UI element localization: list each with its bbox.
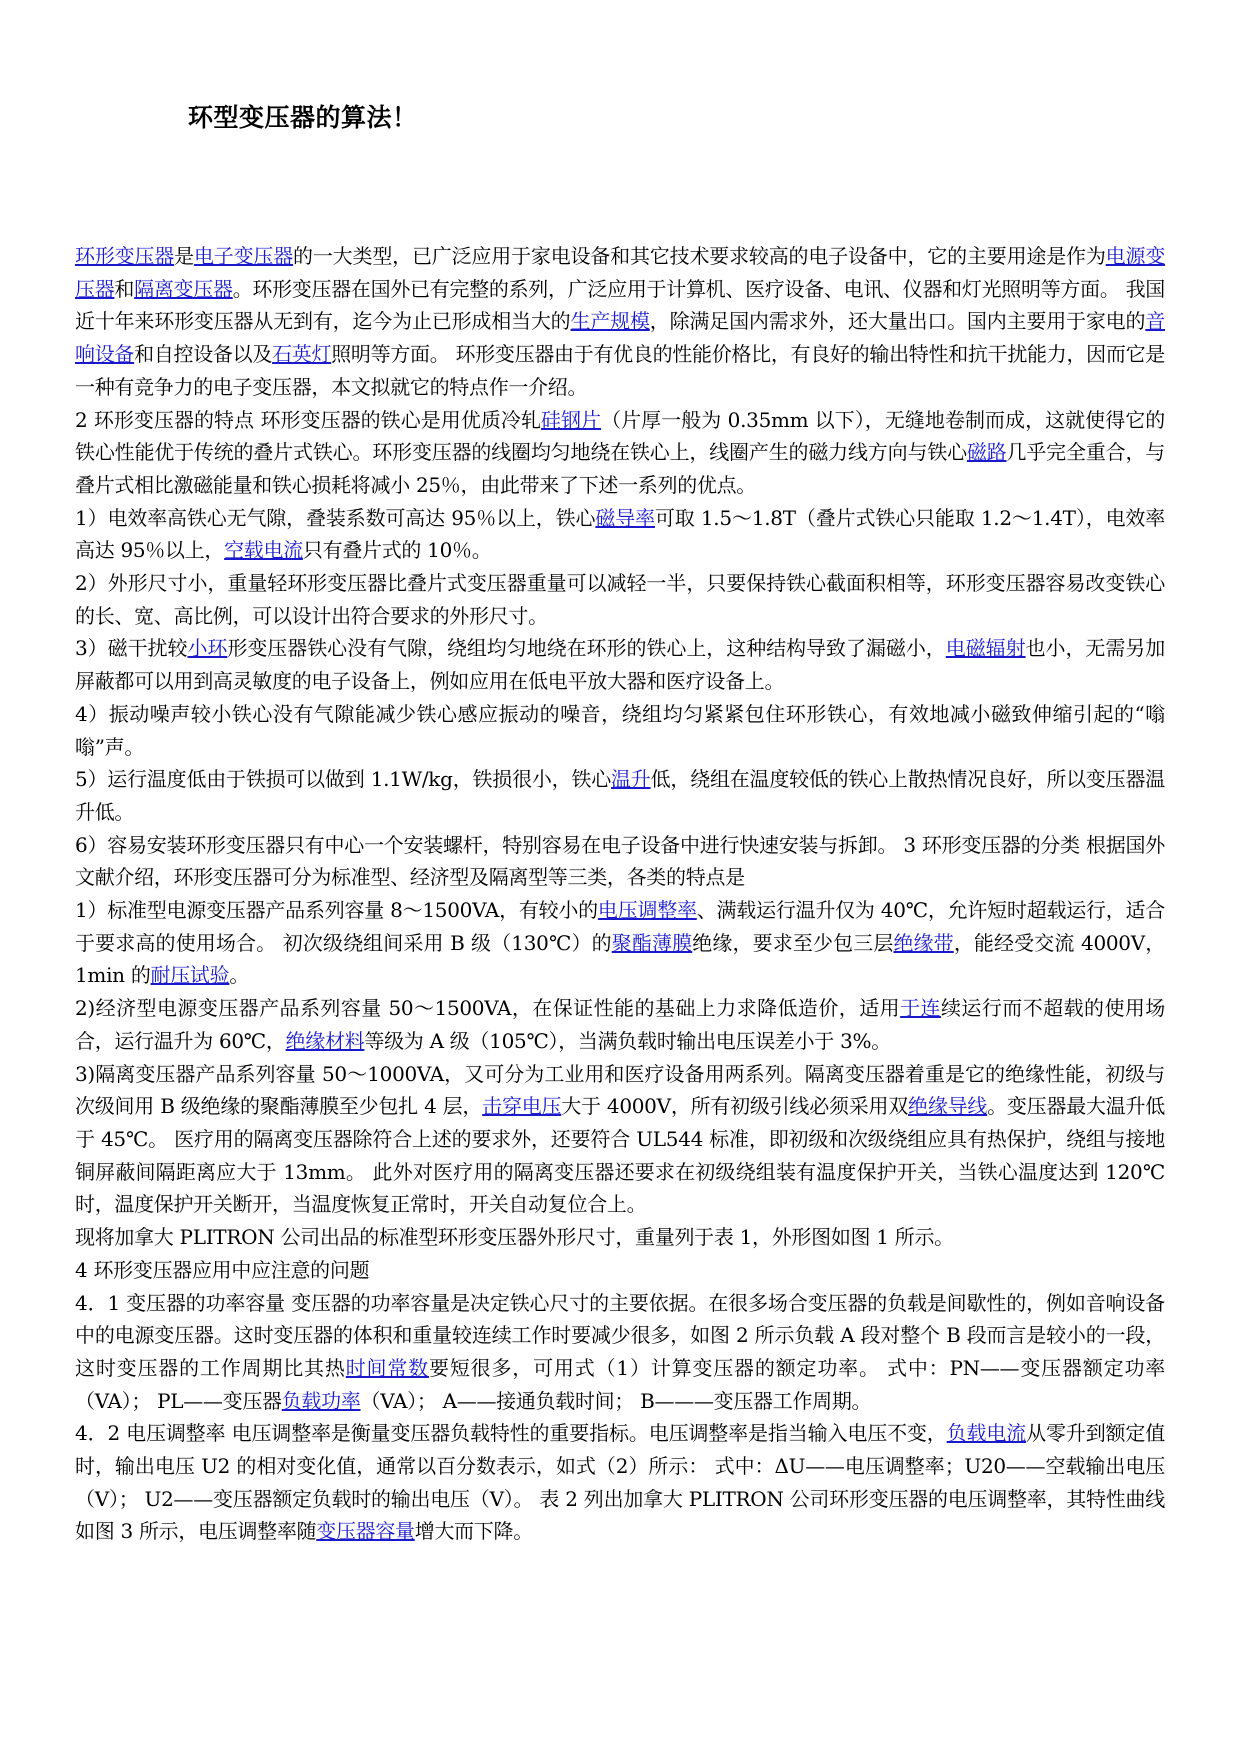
paragraph bbox=[75, 763, 1165, 828]
text-run: 2 环形变压器的特点 环形变压器的铁心是用优质冷轧 bbox=[75, 407, 541, 432]
hyperlink[interactable]: 温升 bbox=[611, 767, 651, 792]
hyperlink[interactable]: 变压器容量 bbox=[316, 1519, 415, 1544]
text-run: 照明等方面。 环形变压器由于有优良的性能价格比，有良好的输出特性和抗干扰能力，因而它是一种有竞争力的电子变压器，本文拟就它的特点作一介绍。 bbox=[75, 342, 1165, 399]
text-run: 可取 1.5～1.8T（叠片式铁心只能取 1.2～1.4T），电效率高达 95％以上， bbox=[75, 505, 1165, 563]
hyperlink[interactable]: 时间常数 bbox=[345, 1355, 429, 1380]
text-run: 续运行而不超载的使用场合，运行温升为 60℃， bbox=[75, 996, 1166, 1053]
paragraph bbox=[75, 698, 1165, 763]
hyperlink[interactable]: 硅钢片 bbox=[540, 407, 602, 432]
paragraph bbox=[75, 1417, 1165, 1548]
text-run: 是 bbox=[174, 244, 194, 268]
paragraph bbox=[75, 894, 1165, 992]
paragraph bbox=[75, 1287, 1165, 1418]
text-run: 现将加拿大 PLITRON 公司出品的标准型环形变压器外形尺寸，重量列于表 1，外形图如图 1 所示。 bbox=[75, 1225, 954, 1250]
text-run: 。变压器最大温升低于 45℃。 医疗用的隔离变压器除符合上述的要求外，还要符合 UL544 标准，即初级和次级绕组应具有热保护，绕组与接地铜屏蔽间隔距离应大于 13mm。 此外对医疗用的隔离变压器还要求在初级绕组装有温度保护开关，当铁心温度达到 120℃时，温度保护开关断开，当温度恢复正常时，开关自动复位合上。 bbox=[75, 1094, 1165, 1217]
text-run: ，除满足国内需求外，还大量出口。国内主要用于家电的 bbox=[649, 309, 1146, 334]
text-run: 和自控设备以及 bbox=[134, 342, 273, 367]
text-run: 4．1 变压器的功率容量 变压器的功率容量是决定铁心尺寸的主要依据。在很多场合变压器的负载是间歇性的，例如音响设备中的电源变压器。这时变压器的体积和重量较连续工作时要减少很多，如图 2 所示负载 A 段对整个 B 段而言是较小的一段，这时变压器的工作周期比其热 bbox=[75, 1290, 1165, 1380]
text-run: 要短很多，可用式（1）计算变压器的额定功率。 式中：PN——变压器额定功率（VA）； PL——变压器 bbox=[75, 1355, 1165, 1413]
text-run: 几乎完全重合，与叠片式相比激磁能量和铁心损耗将减小 25％，由此带来了下述一系列的优点。 bbox=[75, 440, 1165, 497]
text-run: 增大而下降。 bbox=[414, 1519, 533, 1544]
text-run: 3)隔离变压器产品系列容量 50～1000VA，又可分为工业用和医疗设备用两系列。隔离变压器着重是它的绝缘性能，初级与次级间用 B 级绝缘的聚酯薄膜至少包扎 4 层， bbox=[75, 1061, 1165, 1119]
text-run: 。 bbox=[229, 963, 250, 988]
hyperlink[interactable]: 小环 bbox=[187, 636, 228, 661]
hyperlink[interactable]: 磁导率 bbox=[595, 505, 655, 530]
hyperlink[interactable]: 负载功率 bbox=[281, 1388, 361, 1413]
paragraph bbox=[75, 1254, 1165, 1287]
text-run: 5）运行温度低由于铁损可以做到 1.1W/kg，铁损很小，铁心 bbox=[75, 767, 612, 792]
text-run: （VA）； A——接通负载时间； B———变压器工作周期。 bbox=[360, 1388, 872, 1413]
text-run: 4．2 电压调整率 电压调整率是衡量变压器负载特性的重要指标。电压调整率是指当输入电压不变， bbox=[75, 1421, 947, 1446]
hyperlink[interactable]: 聚酯薄膜 bbox=[611, 930, 693, 955]
hyperlink[interactable]: 于连 bbox=[900, 996, 941, 1021]
hyperlink[interactable]: 磁路 bbox=[966, 440, 1007, 465]
hyperlink[interactable]: 隔离变压器 bbox=[134, 276, 233, 301]
hyperlink[interactable]: 空载电流 bbox=[224, 538, 303, 563]
hyperlink[interactable]: 绝缘材料 bbox=[285, 1028, 365, 1053]
text-run: 大于 4000V，所有初级引线必须采用双 bbox=[561, 1094, 909, 1119]
text-run: （片厚一般为 0.35mm 以下），无缝地卷制而成，这就使得它的铁心性能优于传统的叠片式铁心。环形变压器的线圈均匀地绕在铁心上，线圈产生的磁力线方向与铁心 bbox=[75, 407, 1165, 465]
hyperlink[interactable]: 音响设备 bbox=[75, 309, 1166, 367]
hyperlink[interactable]: 耐压试验 bbox=[150, 963, 230, 988]
text-run: 、满载运行温升仅为 40℃，允许短时超载运行，适合于要求高的使用场合。 初次级绕组间采用 B 级（130℃）的 bbox=[75, 898, 1165, 955]
text-run: 2）外形尺寸小，重量轻环形变压器比叠片式变压器重量可以减轻一半，只要保持铁心截面积相等，环形变压器容易改变铁心的长、宽、高比例，可以设计出符合要求的外形尺寸。 bbox=[75, 571, 1165, 628]
text-run: 和 bbox=[114, 276, 135, 301]
text-run: ，能经受交流 4000V，1min 的 bbox=[75, 930, 1165, 988]
paragraph bbox=[75, 240, 1165, 404]
hyperlink[interactable]: 电子变压器 bbox=[193, 244, 294, 268]
paragraph bbox=[75, 1221, 1165, 1254]
text-run: 等级为 A 级（105℃），当满负载时输出电压误差小于 3%。 bbox=[364, 1028, 891, 1053]
paragraph bbox=[75, 829, 1165, 894]
paragraph bbox=[75, 404, 1165, 502]
text-run: 形变压器铁心没有气隙，绕组均匀地绕在环形的铁心上，这种结构导致了漏磁小， bbox=[227, 636, 946, 661]
text-run: 。环形变压器在国外已有完整的系列，广泛应用于计算机、医疗设备、电讯、仪器和灯光照明等方面。 我国近十年来环形变压器从无到有，迄今为止已形成相当大的 bbox=[75, 276, 1166, 334]
text-run: 绝缘，要求至少包三层 bbox=[692, 930, 894, 955]
paragraph bbox=[75, 1058, 1165, 1222]
text-run: 3）磁干扰较 bbox=[75, 636, 188, 661]
text-run: 2)经济型电源变压器产品系列容量 50～1500VA，在保证性能的基础上力求降低造价，适用 bbox=[75, 996, 901, 1021]
paragraph bbox=[75, 632, 1165, 697]
text-run: 只有叠片式的 10％。 bbox=[302, 538, 492, 563]
hyperlink[interactable]: 电压调整率 bbox=[597, 898, 697, 923]
text-run: 4）振动噪声较小铁心没有气隙能减少铁心感应振动的噪音，绕组均匀紧紧包住环形铁心，有效地减小磁致伸缩引起的“嗡嗡”声。 bbox=[75, 701, 1165, 759]
paragraph bbox=[75, 567, 1165, 632]
hyperlink[interactable]: 环形变压器 bbox=[75, 244, 175, 268]
hyperlink[interactable]: 电磁辐射 bbox=[945, 636, 1026, 661]
hyperlink[interactable]: 石英灯 bbox=[272, 342, 332, 367]
text-run: 6）容易安装环形变压器只有中心一个安装螺杆，特别容易在电子设备中进行快速安装与拆卸。 3 环形变压器的分类 根据国外文献介绍，环形变压器可分为标准型、经济型及隔离型等三类，各类的特点是 bbox=[75, 832, 1165, 890]
hyperlink[interactable]: 绝缘导线 bbox=[908, 1094, 988, 1119]
hyperlink[interactable]: 击穿电压 bbox=[482, 1094, 562, 1119]
text-run: 的一大类型，已广泛应用于家电设备和其它技术要求较高的电子设备中，它的主要用途是作为 bbox=[293, 244, 1106, 268]
text-run: 1）标准型电源变压器产品系列容量 8～1500VA，有较小的 bbox=[75, 898, 598, 923]
document-title: 环型变压器的算法！ bbox=[188, 103, 418, 132]
text-run: 4 环形变压器应用中应注意的问题 bbox=[75, 1257, 370, 1282]
text-run: 低，绕组在温度较低的铁心上散热情况良好，所以变压器温升低。 bbox=[75, 767, 1165, 824]
text-run: 从零升到额定值时，输出电压 U2 的相对变化值，通常以百分数表示，如式（2）所示： 式中：ΔU——电压调整率；U20——空载输出电压（V）； U2——变压器额定负载时的输出电压（V）。 表 2 列出加拿大 PLITRON 公司环形变压器的电压调整率，其特性曲线如图 3 所示，电压调整率随 bbox=[75, 1421, 1165, 1544]
text-run: 也小，无需另加屏蔽都可以用到高灵敏度的电子设备上，例如应用在低电平放大器和医疗设备上。 bbox=[75, 636, 1165, 694]
hyperlink[interactable]: 负载电流 bbox=[946, 1421, 1027, 1446]
paragraph bbox=[75, 502, 1165, 567]
document-body bbox=[75, 240, 1165, 1548]
text-run: 1）电效率高铁心无气隙，叠装系数可高达 95％以上，铁心 bbox=[75, 505, 596, 530]
hyperlink[interactable]: 绝缘带 bbox=[893, 930, 954, 955]
hyperlink[interactable]: 电源变压器 bbox=[75, 244, 1166, 301]
paragraph bbox=[75, 992, 1165, 1057]
hyperlink[interactable]: 生产规模 bbox=[570, 309, 650, 334]
